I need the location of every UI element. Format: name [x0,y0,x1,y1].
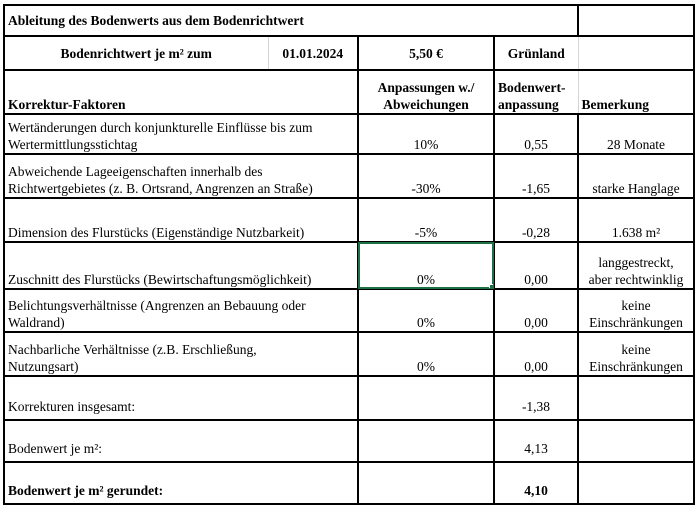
adjustment-cell[interactable]: -1,65 [494,154,578,198]
factor-label-line1: Nachbarliche Verhältnisse (z.B. Erschließung, [8,342,257,357]
cell-empty[interactable] [578,420,694,462]
column-header-land-value-adjustment[interactable] [494,70,578,114]
land-type[interactable]: Grünland [494,36,578,70]
cell-empty[interactable] [358,462,494,504]
remark-line1: langgestreckt, [598,255,674,270]
percent-cell[interactable]: -5% [358,198,494,242]
factor-label-line1: Wertänderungen durch konjunkturelle Einflüsse bis zum [8,120,313,135]
header-adjust-line2: Abweichungen [383,97,469,112]
factor-label[interactable] [4,332,358,376]
remark-cell[interactable] [578,289,694,332]
column-header-adjustments[interactable] [358,70,494,114]
factor-label-line2: Waldrand) [8,315,65,330]
adjustment-cell[interactable]: 0,00 [494,242,578,289]
cell-empty[interactable] [578,5,694,36]
adjustment-cell[interactable]: 0,00 [494,332,578,376]
percent-value: 0% [417,272,435,287]
percent-cell[interactable]: -30% [358,154,494,198]
land-value-table [3,4,695,505]
remark-cell[interactable] [578,332,694,376]
remark-line2: aber rechtwinklig [588,272,684,287]
land-value-label[interactable]: Bodenwert je m²: [4,420,358,462]
remark-line2: Einschränkungen [589,359,683,374]
percent-cell-selected[interactable] [358,242,494,289]
cell-empty[interactable] [358,420,494,462]
factor-label-line1: Belichtungsverhältnisse (Angrenzen an Bebauung oder [8,298,306,313]
cell-empty[interactable] [578,36,694,70]
remark-line2: Einschränkungen [589,315,683,330]
factor-label[interactable] [4,154,358,198]
remark-line1: keine [621,298,651,313]
land-value-row [4,420,694,462]
adjustment-cell[interactable]: 0,55 [494,114,578,154]
percent-cell[interactable]: 0% [358,332,494,376]
header-adjust-line1: Anpassungen w./ [377,80,475,95]
base-value-amount[interactable]: 5,50 € [358,36,494,70]
remark-line2: starke Hanglage [592,181,680,196]
fill-handle[interactable] [489,284,494,289]
total-corrections-value[interactable]: -1,38 [494,376,578,420]
column-header-remark[interactable]: Bemerkung [578,70,694,114]
sheet-title[interactable]: Ableitung des Bodenwerts aus dem Bodenrichtwert [4,5,578,36]
land-value-value[interactable]: 4,13 [494,420,578,462]
header-landvalue-line1: Bodenwert- [498,80,566,95]
adjustment-cell[interactable]: -0,28 [494,198,578,242]
factor-label[interactable] [4,289,358,332]
cell-empty[interactable] [578,462,694,504]
base-value-label[interactable]: Bodenrichtwert je m² zum [4,36,268,70]
factor-label[interactable] [4,198,358,242]
factor-label-line2: Zuschnitt des Flurstücks (Bewirtschaftungsmöglichkeit) [8,272,312,287]
cell-empty[interactable] [358,376,494,420]
remark-cell[interactable] [578,198,694,242]
base-value-date[interactable]: 01.01.2024 [268,36,358,70]
remark-cell[interactable] [578,242,694,289]
percent-cell[interactable]: 0% [358,289,494,332]
adjustment-cell[interactable]: 0,00 [494,289,578,332]
remark-line2: 28 Monate [606,137,666,152]
remark-cell[interactable] [578,154,694,198]
total-corrections-label[interactable]: Korrekturen insgesamt: [4,376,358,420]
factor-label-line2: Nutzungsart) [8,359,79,374]
percent-cell[interactable]: 10% [358,114,494,154]
table-row [4,332,694,376]
cell-empty[interactable] [578,376,694,420]
rounded-land-value-row [4,462,694,504]
factor-label[interactable] [4,242,358,289]
rounded-land-value-label[interactable]: Bodenwert je m² gerundet: [4,462,358,504]
factor-label-line2: Dimension des Flurstücks (Eigenständige Nutzbarkeit) [8,225,305,240]
table-row [4,198,694,242]
table-row [4,289,694,332]
remark-line1: keine [621,342,651,357]
factor-label-line2: Wertermittlungsstichtag [8,137,138,152]
remark-line2: 1.638 m² [611,225,661,240]
rounded-land-value-value[interactable]: 4,10 [494,462,578,504]
table-row [4,114,694,154]
factor-label-line2: Richtwertgebietes (z. B. Ortsrand, Angrenzen an Straße) [8,181,313,196]
column-header-factors[interactable]: Korrektur-Faktoren [4,70,358,114]
factor-label-line1: Abweichende Lageeigenschaften innerhalb des [8,164,263,179]
factor-label[interactable] [4,114,358,154]
header-landvalue-line2: anpassung [498,97,559,112]
table-row [4,154,694,198]
remark-cell[interactable] [578,114,694,154]
table-row [4,242,694,289]
total-corrections-row [4,376,694,420]
